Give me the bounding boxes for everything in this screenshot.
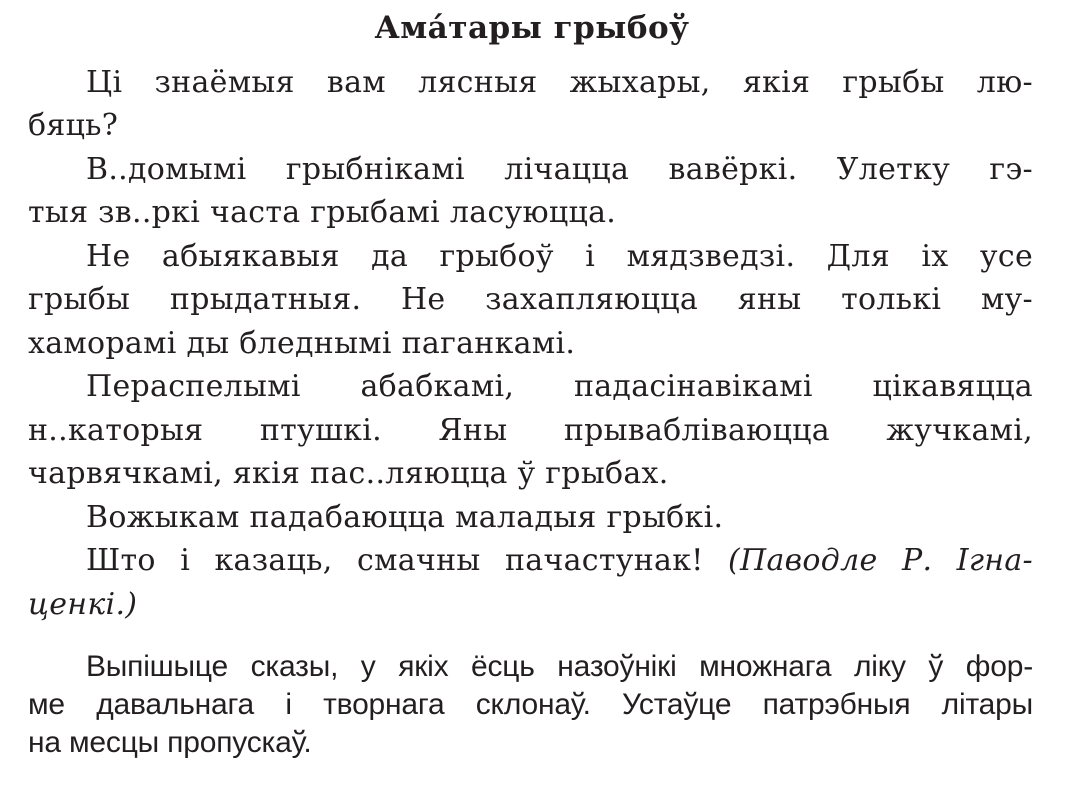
source-attribution: (Паводле Р. Ігна- bbox=[728, 543, 1033, 578]
paragraph-3-line-2: грыбы прыдатныя. Не захапляюцца яны толькі му- bbox=[28, 282, 1033, 317]
page-title: Ама́тары грыбоў bbox=[374, 10, 690, 46]
paragraph-2-line-2: тыя зв..ркі часта грыбамі ласуюцца. bbox=[28, 195, 617, 230]
paragraph-6-line-1 bbox=[28, 539, 1033, 583]
paragraph-4-line-2: н..каторыя птушкі. Яны прываблiваюцца жучкамі, bbox=[28, 413, 1033, 448]
paragraph-1-line-2: бяць? bbox=[28, 108, 119, 143]
closing-sentence: Што і казаць, смачны пачастунак! bbox=[86, 543, 704, 578]
paragraph-4-line-3: чарвячкамі, якія пас..ляюцца ў грыбах. bbox=[28, 456, 669, 491]
paragraph-5-line-1: Вожыкам падабаюцца маладыя грыбкі. bbox=[86, 500, 724, 535]
source-attribution-continued: ценкі.) bbox=[28, 587, 138, 622]
paragraph-4-line-1: Перaспелымі абабкамі, падасінавікамі цікавяцца bbox=[86, 369, 1033, 404]
paragraph-2-line-1: В..домымі грыбнікамі лічацца вавёркі. Улетку гэ- bbox=[86, 152, 1033, 187]
task-line-2: ме давальнага і творнага склонаў. Устаўце патрэбныя літары bbox=[28, 688, 1033, 721]
task-line-3: на месцы пропускаў. bbox=[28, 726, 312, 759]
paragraph-1-line-1: Ці знаёмыя вам лясныя жыхары, якія грыбы лю- bbox=[86, 65, 1033, 100]
paragraph-3-line-1: Не абыякавыя да грыбоў і мядзведзі. Для іх усе bbox=[86, 239, 1033, 274]
paragraph-3-line-3: хаморамі ды бледнымі паганкамі. bbox=[28, 326, 576, 361]
task-line-1: Выпішыце сказы, у якіх ёсць назоўнікі множнага ліку ў фор- bbox=[86, 650, 1033, 683]
